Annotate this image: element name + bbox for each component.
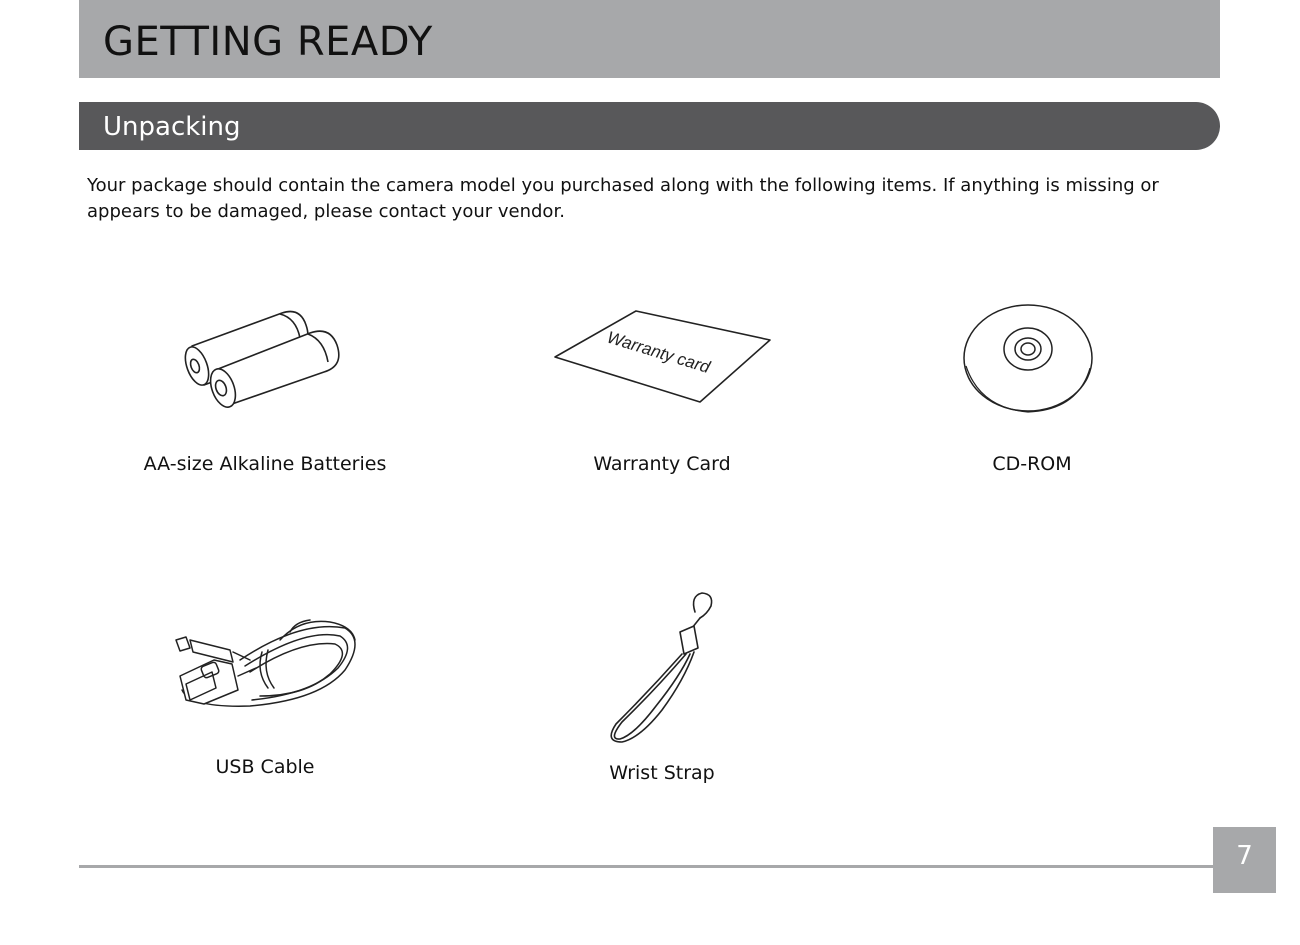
page-number: 7 [1236, 841, 1253, 871]
page-number-box [1213, 827, 1276, 893]
page-title: GETTING READY [103, 19, 433, 65]
warranty-card-text: Warranty card [604, 327, 713, 377]
item-label-batteries: AA-size Alkaline Batteries [143, 453, 387, 475]
item-label-usb-cable: USB Cable [215, 756, 315, 778]
item-label-warranty-card: Warranty Card [593, 453, 731, 475]
item-label-wrist-strap: Wrist Strap [609, 762, 715, 784]
intro-paragraph: Your package should contain the camera model you purchased along with the following items. If anything is missing or appears to be damaged, please contact your vendor. [87, 175, 1159, 222]
section-title: Unpacking [103, 112, 241, 142]
item-label-cd-rom: CD-ROM [992, 453, 1072, 475]
footer-rule [79, 865, 1213, 868]
